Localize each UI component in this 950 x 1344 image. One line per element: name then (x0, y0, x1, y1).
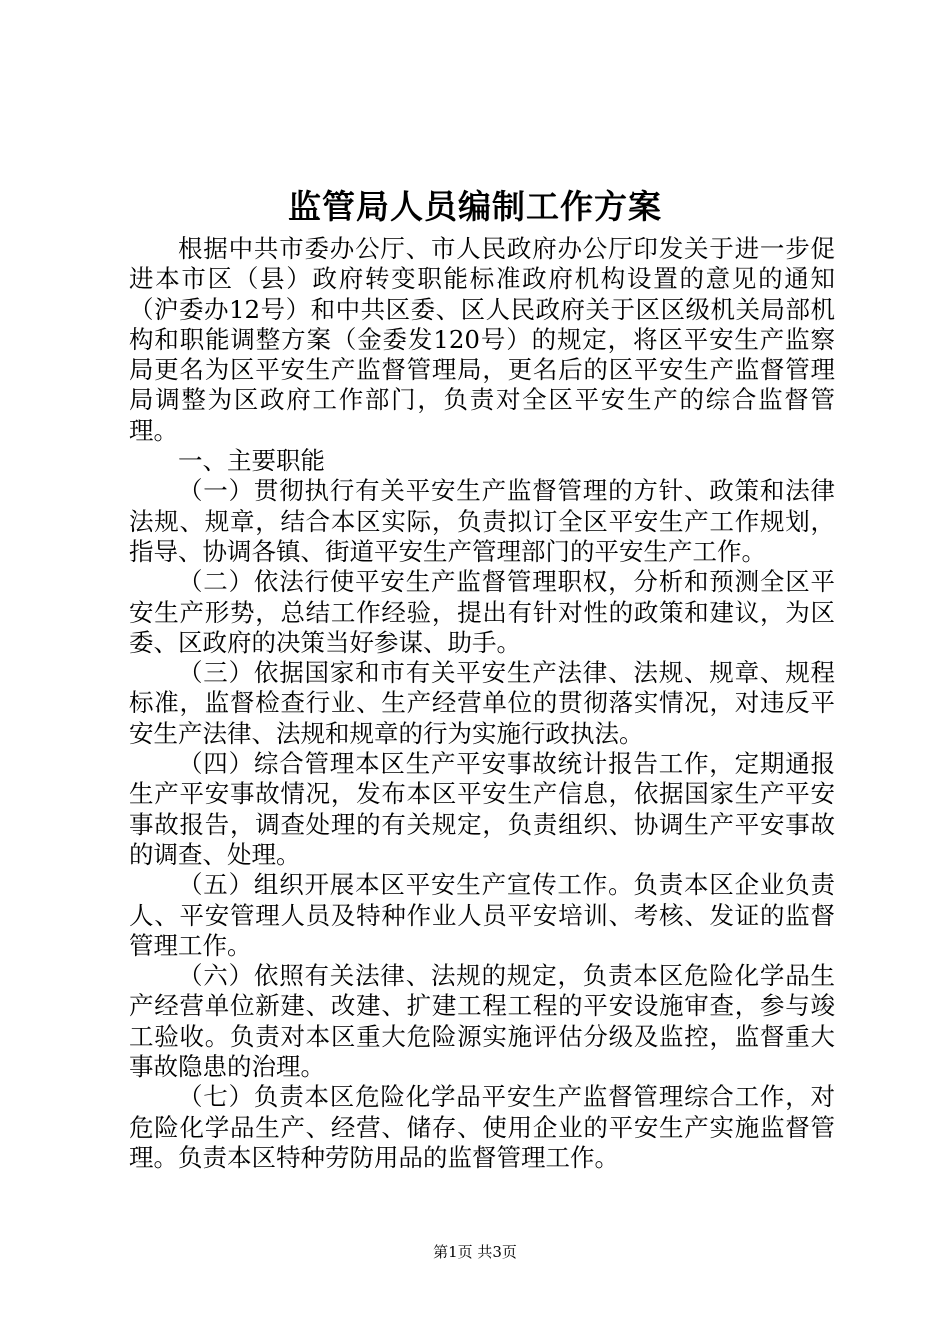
page-footer: 第1页 共3页 (433, 1243, 517, 1261)
paragraph-item-7: （七）负责本区危险化学品平安生产监督管理综合工作，对危险化学品生产、经营、储存、使用企业的平安生产实施监督管理。负责本区特种劳防用品的监督管理工作。 (129, 1082, 835, 1172)
section-heading-main-functions: 一、主要职能 (178, 446, 325, 476)
paragraph-item-2: （二）依法行使平安生产监督管理职权，分析和预测全区平安生产形势，总结工作经验，提出有针对性的政策和建议，为区委、区政府的决策当好参谋、助手。 (129, 567, 835, 657)
paragraph-item-5: （五）组织开展本区平安生产宣传工作。负责本区企业负责人、平安管理人员及特种作业人员平安培训、考核、发证的监督管理工作。 (129, 870, 835, 960)
paragraph-item-1: （一）贯彻执行有关平安生产监督管理的方针、政策和法律法规、规章，结合本区实际，负责拟订全区平安生产工作规划，指导、协调各镇、街道平安生产管理部门的平安生产工作。 (129, 476, 835, 566)
paragraph-intro: 根据中共市委办公厅、市人民政府办公厅印发关于进一步促进本市区（县）政府转变职能标准政府机构设置的意见的通知（沪委办12号）和中共区委、区人民政府关于区区级机关局部机构和职能调整方案（金委发120号）的规定，将区平安生产监察局更名为区平安生产监督管理局，更名后的区平安生产监督管理局调整为区政府工作部门，负责对全区平安生产的综合监督管理。 (129, 234, 835, 445)
paragraph-item-4: （四）综合管理本区生产平安事故统计报告工作，定期通报生产平安事故情况，发布本区平安生产信息，依据国家生产平安事故报告，调查处理的有关规定，负责组织、协调生产平安事故的调查、处理。 (129, 749, 835, 869)
document-title: 监管局人员编制工作方案 (288, 187, 662, 226)
paragraph-item-3: （三）依据国家和市有关平安生产法律、法规、规章、规程标准，监督检查行业、生产经营单位的贯彻落实情况，对违反平安生产法律、法规和规章的行为实施行政执法。 (129, 658, 835, 748)
paragraph-item-6: （六）依照有关法律、法规的规定，负责本区危险化学品生产经营单位新建、改建、扩建工程工程的平安设施审查，参与竣工验收。负责对本区重大危险源实施评估分级及监控，监督重大事故隐患的治理。 (129, 961, 835, 1082)
document-body (129, 234, 835, 1173)
